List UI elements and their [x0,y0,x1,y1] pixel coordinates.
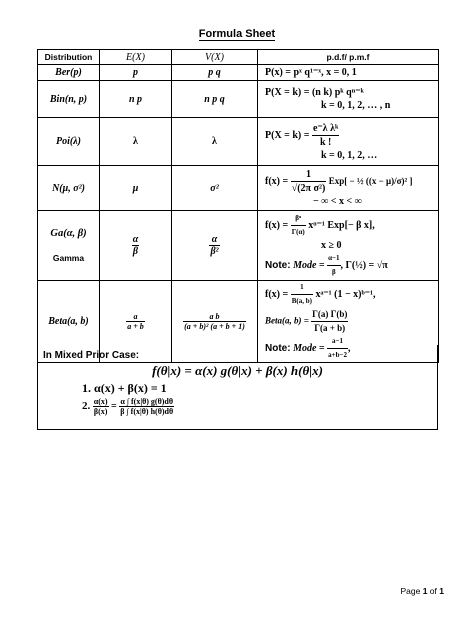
page-footer: Page 1 of 1 [400,586,444,596]
pdf-cell: P(x) = pˣ q¹⁻ˣ, x = 0, 1 [258,65,439,81]
dist-name: N(μ, σ²) [38,166,100,211]
dist-name: Bin(n, p) [38,81,100,118]
table-row-binomial [38,81,439,118]
mixed-heading: In Mixed Prior Case: [43,350,140,361]
dist-alias: Gamma [52,253,85,263]
header-variance: V(X) [172,50,258,65]
variance-cell: p q [172,65,258,81]
mixed-main-formula: f(θ|x) = α(x) g(θ|x) + β(x) h(θ|x) [152,363,323,378]
pdf-cell: f(x) = $\frac{1}{B(a, b)}$ xᵃ⁻¹ (1 − x)ᵇ⁻¹, Beta(a, b) = $\frac{\Gamma(a) \Gamma(b)}{\Gamma(a + b)}$ Note: Mode = $\frac{a-1}{a+b-2}$ , [258,281,439,363]
mean-cell: μ [100,166,172,211]
header-distribution: Distribution [38,50,100,65]
mixed-item-2: 2. $\frac{\alpha(x)}{\beta(x)}$ = $\frac{\alpha \int f(x|\theta) g(\theta)d\theta}{\beta \int f(x|\theta) h(\theta)d\theta}$ [82,397,174,416]
variance-cell: $\frac{\alpha}{\text{β²}}$ [172,211,258,281]
dist-name: Poi(λ) [38,118,100,166]
dist-name: Beta(a, b) [38,281,100,363]
pdf-cell: f(x) = $\frac{1}{\text{√(2π σ²)}}$ Exp[ − ½ ((x − μ)/σ)² ] − ∞ < x < ∞ [258,166,439,211]
mean-cell: $\frac{\alpha}{\beta}$ [100,211,172,281]
pdf-cell: f(x) = $\frac{\text{βᵅ}}{\Gamma(\alpha)}$ xᵅ⁻¹ Exp[− β x], x ≥ 0 Note: Mode = $\frac{\alpha-1}{\beta}$ , Γ(½) = √π [258,211,439,281]
mean-cell: n p [100,81,172,118]
table-row-gamma [38,211,439,281]
variance-cell: σ² [172,166,258,211]
table-row-normal [38,166,439,211]
variance-cell: $\frac{\text{a b}}{\text{(a + b)² (a + b + 1)}}$ [172,281,258,363]
dist-name: Ga(α, β) [50,228,87,239]
pdf-cell: P(X = k) = (n k) pᵏ qⁿ⁻ᵏ k = 0, 1, 2, … , n [258,81,439,118]
mean-cell: λ [100,118,172,166]
table-row-bernoulli [38,65,439,81]
dist-name: Ber(p) [38,65,100,81]
header-pdf: p.d.f/ p.m.f [258,50,439,65]
mixed-item-1: 1. α(x) + β(x) = 1 [82,381,167,395]
table-row-poisson [38,118,439,166]
variance-cell: n p q [172,81,258,118]
mean-cell: $\frac{a}{a + b}$ [100,281,172,363]
variance-cell: λ [172,118,258,166]
page-title: Formula Sheet [198,28,276,40]
mixed-prior-box [37,345,438,430]
header-mean: E(X) [100,50,172,65]
dist-name-cell [38,211,100,281]
mean-cell: p [100,65,172,81]
table-header-row [38,50,439,65]
formula-table [37,49,439,363]
pdf-cell: P(X = k) = $\frac{\text{e⁻λ λᵏ}}{k !}$ k = 0, 1, 2, … [258,118,439,166]
